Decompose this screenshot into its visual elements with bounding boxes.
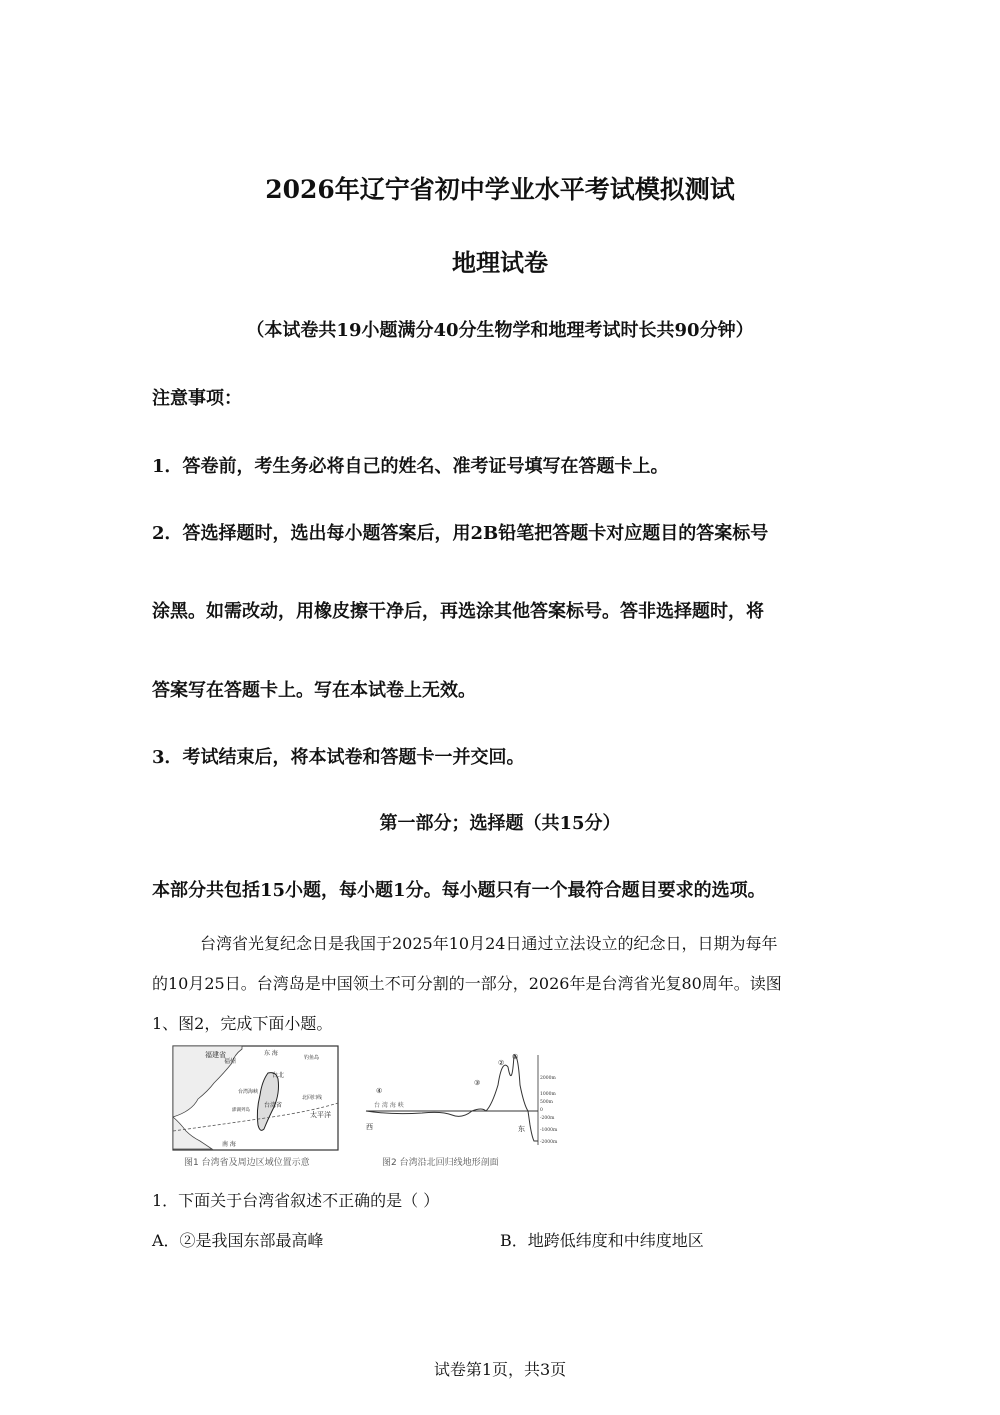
- note-1: 1．答卷前，考生务必将自己的姓名、准考证号填写在答题卡上。: [152, 456, 669, 477]
- marker-4: ④: [376, 1087, 383, 1095]
- marker-2: ②: [498, 1059, 505, 1067]
- label-south-sea: 南 海: [222, 1141, 236, 1148]
- figure-2-profile: [362, 1045, 562, 1167]
- question-1-option-b[interactable]: B．地跨低纬度和中纬度地区: [500, 1231, 704, 1250]
- label-west: 西: [366, 1123, 373, 1131]
- note-3: 3．考试结束后，将本试卷和答题卡一并交回。: [152, 747, 525, 768]
- part-instruction: 本部分共包括15小题，每小题1分。每小题只有一个最符合题目要求的选项。: [152, 880, 766, 901]
- passage-line-1: 台湾省光复纪念日是我国于2025年10月24日通过立法设立的纪念日，日期为每年: [200, 934, 778, 953]
- figure-1-map: [172, 1045, 340, 1167]
- part-heading: 第一部分；选择题（共15分）: [379, 813, 621, 834]
- passage-line-2: 的10月25日。台湾岛是中国领土不可分割的一部分，2026年是台湾省光复80周年。读图: [152, 974, 782, 993]
- exam-info: （本试卷共19小题满分40分生物学和地理考试时长共90分钟）: [246, 320, 754, 341]
- label-pacific: 太平洋: [310, 1111, 331, 1119]
- figure-1-caption: 图1 台湾省及周边区域位置示意: [184, 1158, 310, 1168]
- marker-3: ③: [474, 1079, 481, 1087]
- label-diaoyu: 钓鱼岛: [304, 1055, 320, 1061]
- taiwan-location-map: [172, 1045, 340, 1153]
- note-2-line2: 涂黑。如需改动，用橡皮擦干净后，再选涂其他答案标号。答非选择题时，将: [152, 601, 764, 622]
- question-1-option-a[interactable]: A．②是我国东部最高峰: [152, 1231, 324, 1250]
- notes-heading: 注意事项：: [152, 388, 242, 409]
- label-taiwan: 台湾省: [264, 1102, 283, 1109]
- marker-1: ①: [512, 1053, 519, 1061]
- scale-1000: 1000m: [540, 1092, 556, 1097]
- scale-0: 0: [540, 1108, 543, 1113]
- label-east: 东: [518, 1125, 525, 1133]
- label-east-sea: 东 海: [264, 1050, 278, 1057]
- label-strait: 台湾海峡: [238, 1089, 259, 1095]
- scale-minus-200: -200m: [540, 1116, 555, 1121]
- label-penghu: 澎湖列岛: [232, 1108, 250, 1113]
- scale-2000: 2000m: [540, 1076, 556, 1081]
- question-1-stem: 1．下面关于台湾省叙述不正确的是（ ）: [152, 1191, 440, 1210]
- label-tropic: 北回归线: [302, 1095, 323, 1101]
- page-footer: 试卷第1页，共3页: [433, 1360, 567, 1379]
- exam-title: 2026年辽宁省初中学业水平考试模拟测试: [265, 175, 735, 204]
- scale-minus-1000: -1000m: [540, 1128, 558, 1133]
- figure-2-caption: 图2 台湾沿北回归线地形剖面: [382, 1158, 499, 1168]
- label-fuzhou: 福州: [224, 1058, 237, 1065]
- label-fujian: 福建省: [205, 1051, 226, 1059]
- exam-subject: 地理试卷: [452, 248, 548, 277]
- label-profile-strait: 台 湾 海 峡: [374, 1102, 404, 1109]
- label-taibei: 台北: [272, 1072, 285, 1079]
- scale-minus-2000: -2000m: [540, 1140, 558, 1145]
- note-2-line3: 答案写在答题卡上。写在本试卷上无效。: [152, 680, 476, 701]
- passage-line-3: 1、图2，完成下面小题。: [152, 1014, 333, 1033]
- scale-500: 500m: [540, 1100, 553, 1105]
- terrain-profile-chart: [362, 1045, 562, 1153]
- note-2-line1: 2．答选择题时，选出每小题答案后，用2B铅笔把答题卡对应题目的答案标号: [152, 523, 769, 544]
